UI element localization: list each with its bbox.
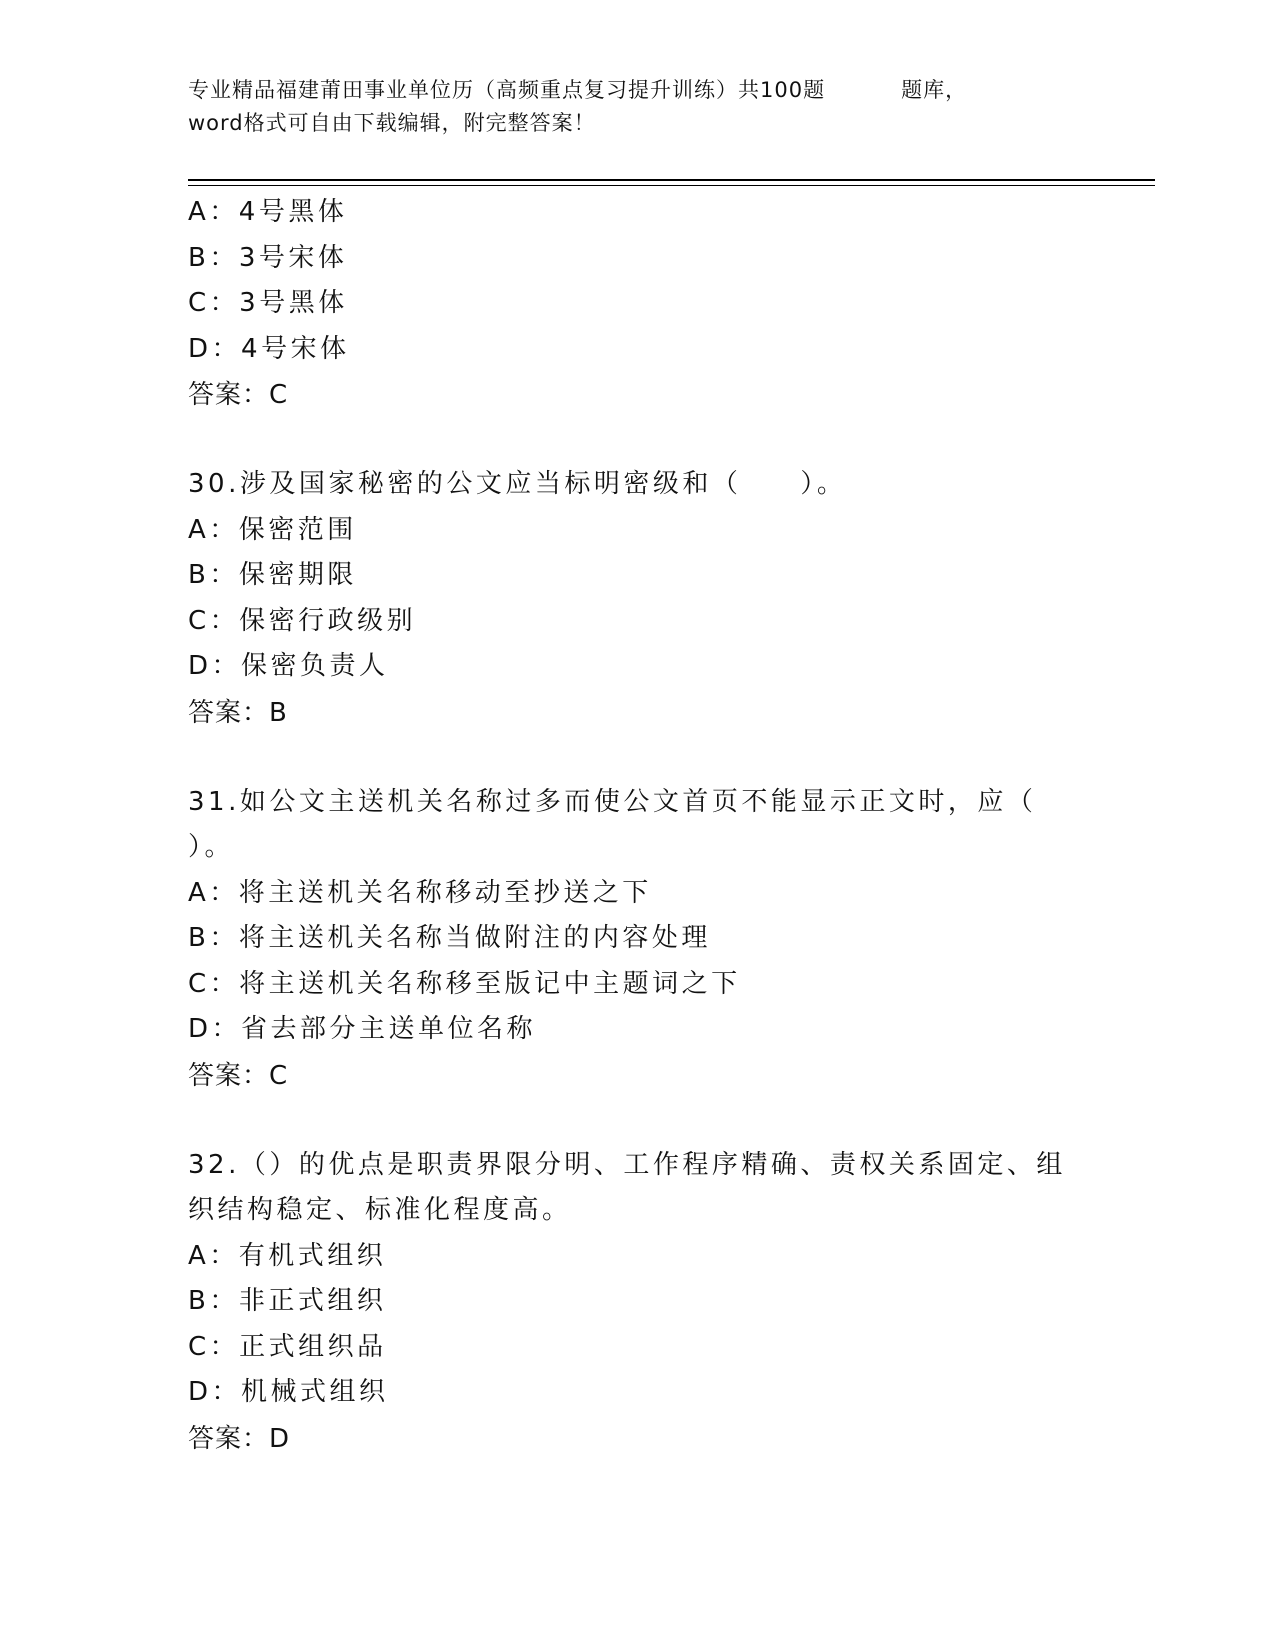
header-divider-thin: [188, 185, 1155, 186]
answer-line: 答案：C: [188, 380, 289, 410]
option-c: C：将主送机关名称移至版记中主题词之下: [188, 968, 741, 999]
answer-line: 答案：D: [188, 1423, 291, 1454]
option-b: B：非正式组织: [188, 1286, 387, 1316]
option-a: A：4号黑体: [188, 197, 348, 227]
option-a: A：保密范围: [188, 514, 357, 545]
option-b: B：3号宋体: [188, 242, 348, 273]
option-a: A：将主送机关名称移动至抄送之下: [188, 877, 652, 908]
header-title: 专业精品福建莆田事业单位历（高频重点复习提升训练）共100题: [188, 78, 826, 102]
question-stem: 31.如公文主送机关名称过多而使公文首页不能显示正文时，应（ ）。: [188, 786, 1037, 862]
question-stem: 30.涉及国家秘密的公文应当标明密级和（ ）。: [188, 469, 847, 499]
header-line-1: [188, 74, 1088, 107]
header-title-suffix: 题库，: [901, 78, 968, 102]
option-d: D：保密负责人: [188, 651, 389, 681]
option-b: B：保密期限: [188, 560, 357, 590]
answer-line: 答案：B: [188, 697, 288, 728]
header-gap: [825, 74, 901, 107]
option-d: D：机械式组织: [188, 1377, 389, 1407]
option-c: C：保密行政级别: [188, 605, 417, 636]
option-b: B：将主送机关名称当做附注的内容处理: [188, 923, 711, 953]
question-30: [188, 462, 1088, 736]
option-c: C：正式组织品: [188, 1331, 387, 1362]
question-32: [188, 1143, 1088, 1462]
header-subtitle: word格式可自由下载编辑，附完整答案！: [188, 111, 596, 135]
question-stem: 32.（）的优点是职责界限分明、工作程序精确、责权关系固定、组织结构稳定、标准化程度高。: [188, 1149, 1066, 1225]
option-d: D：省去部分主送单位名称: [188, 1014, 537, 1044]
option-c: C：3号黑体: [188, 288, 348, 318]
document-header: [188, 74, 1088, 140]
question-29-continued: [188, 190, 1088, 418]
option-a: A：有机式组织: [188, 1240, 387, 1271]
question-list: [188, 190, 1088, 1506]
header-divider-thick: [188, 179, 1155, 181]
question-31: [188, 780, 1088, 1099]
option-d: D：4号宋体: [188, 333, 350, 364]
answer-line: 答案：C: [188, 1060, 289, 1091]
